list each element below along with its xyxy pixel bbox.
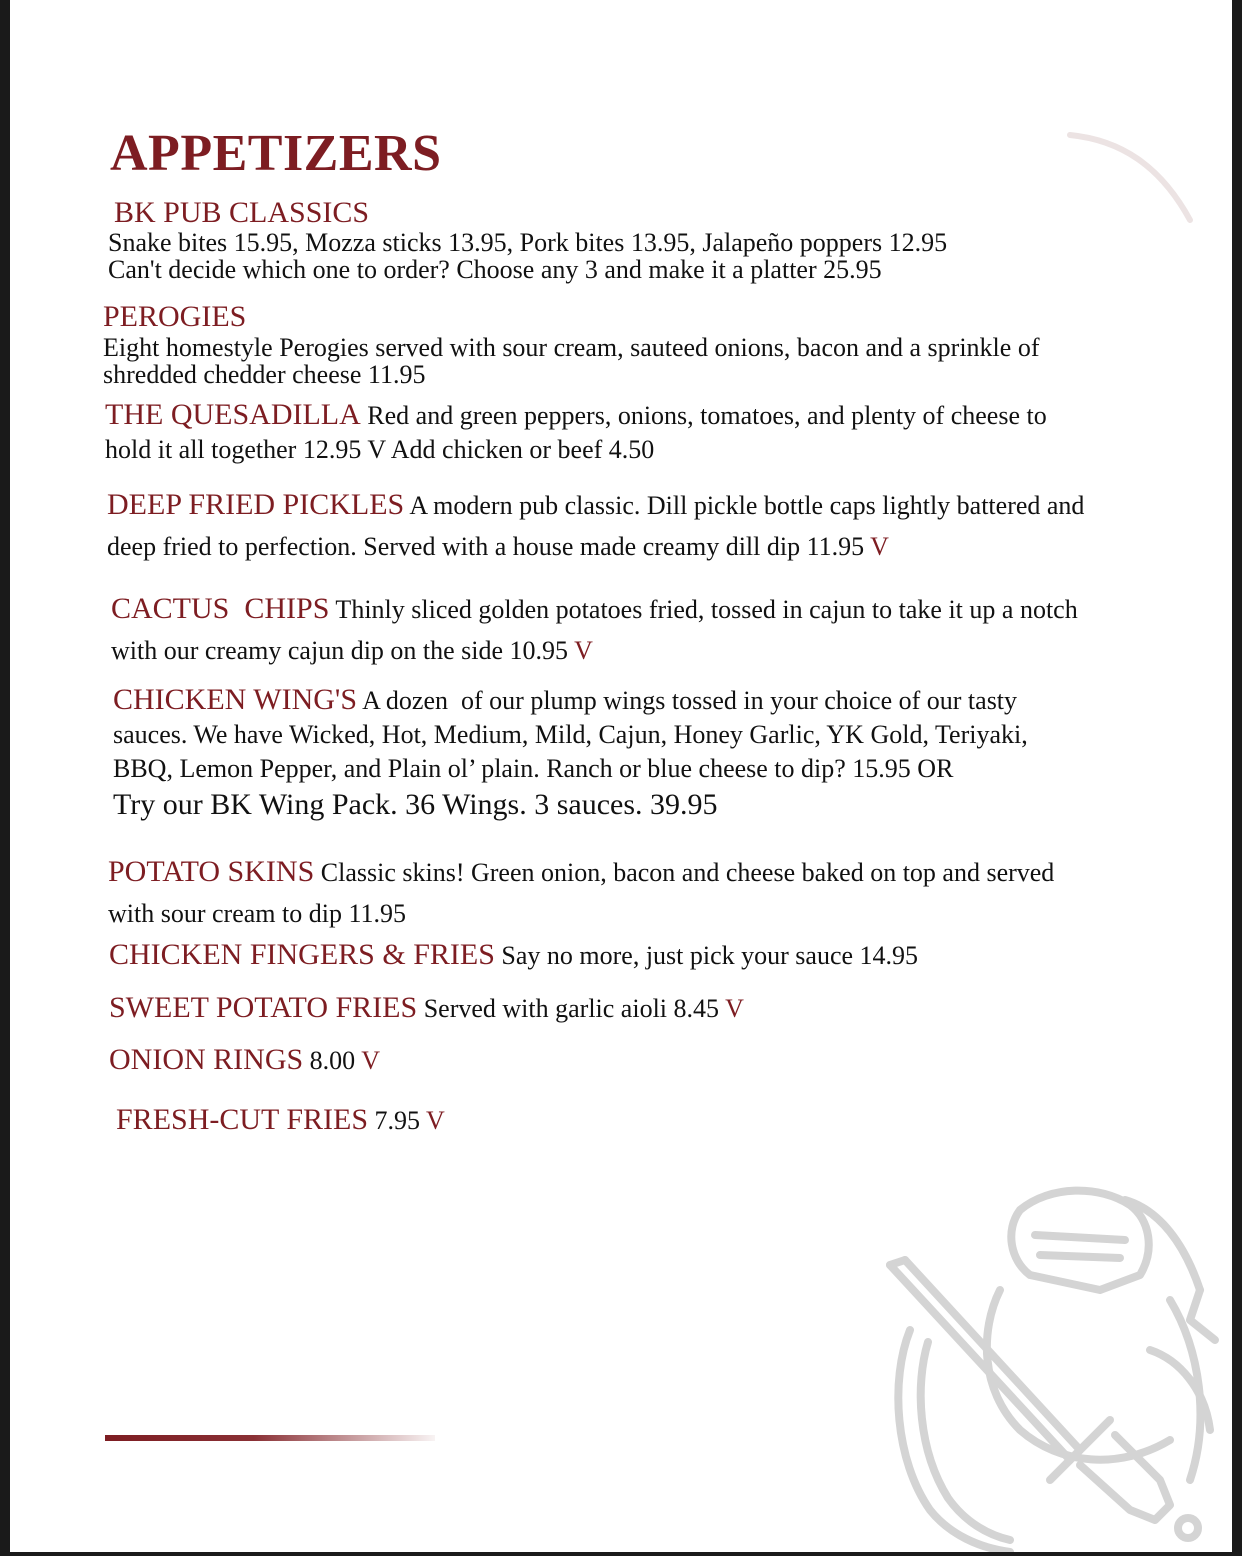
- item-description: Served with garlic aioli 8.45: [417, 994, 726, 1023]
- menu-item-potato-skins: [108, 851, 1054, 934]
- vegetarian-mark: V: [361, 1046, 380, 1075]
- vegetarian-mark: V: [870, 532, 889, 561]
- item-name: SWEET POTATO FRIES: [109, 991, 418, 1024]
- item-name: DEEP FRIED PICKLES: [107, 488, 405, 521]
- item-description: with sour cream to dip 11.95: [108, 899, 406, 928]
- menu-page: [10, 0, 1232, 1552]
- menu-item-deep-fried-pickles: [107, 484, 1084, 567]
- page-title: APPETIZERS: [110, 125, 442, 182]
- item-name: CHICKEN WING'S: [113, 683, 358, 716]
- item-name: ONION RINGS: [109, 1043, 304, 1076]
- item-description: 8.00: [303, 1046, 362, 1075]
- item-name: THE QUESADILLA: [105, 398, 361, 431]
- menu-item-chicken-fingers: [109, 937, 918, 974]
- menu-item-chicken-wings: [113, 683, 1028, 824]
- item-description: Red and green peppers, onions, tomatoes, and plenty of cheese to: [360, 401, 1047, 430]
- menu-item-perogies: [103, 300, 1039, 388]
- item-description: BBQ, Lemon Pepper, and Plain ol’ plain. Ranch or blue cheese to dip? 15.95 OR: [113, 754, 954, 783]
- item-description: shredded chedder cheese 11.95: [103, 360, 426, 389]
- menu-item-sweet-potato-fries: [109, 990, 744, 1027]
- item-description: deep fried to perfection. Served with a house made creamy dill dip 11.95: [107, 532, 871, 561]
- item-description: Try our BK Wing Pack. 36 Wings. 3 sauces. 39.95: [113, 788, 718, 821]
- item-name: FRESH-CUT FRIES: [116, 1103, 369, 1136]
- vegetarian-mark: V: [725, 994, 744, 1023]
- item-description: with our creamy cajun dip on the side 10.95: [111, 636, 575, 665]
- menu-item-fresh-cut-fries: [116, 1102, 445, 1139]
- menu-item-quesadilla: [105, 398, 1047, 467]
- item-name: POTATO SKINS: [108, 855, 315, 888]
- knight-watermark-icon: [870, 1180, 1232, 1552]
- item-name: BK PUB CLASSICS: [114, 196, 370, 229]
- item-name: CACTUS CHIPS: [111, 592, 330, 625]
- menu-item-onion-rings: [109, 1042, 380, 1079]
- item-description: Thinly sliced golden potatoes fried, tossed in cajun to take it up a notch: [329, 595, 1078, 624]
- item-name: PEROGIES: [103, 300, 247, 333]
- item-description: Snake bites 15.95, Mozza sticks 13.95, Pork bites 13.95, Jalapeño poppers 12.95: [108, 228, 948, 257]
- item-description: Say no more, just pick your sauce 14.95: [494, 941, 919, 970]
- item-description: A modern pub classic. Dill pickle bottle caps lightly battered and: [404, 491, 1085, 520]
- item-description: Eight homestyle Perogies served with sour cream, sauteed onions, bacon and a sprinkle of: [103, 333, 1040, 362]
- item-description: sauces. We have Wicked, Hot, Medium, Mild, Cajun, Honey Garlic, YK Gold, Teriyaki,: [113, 720, 1028, 749]
- decorative-divider: [105, 1435, 435, 1441]
- item-description: A dozen of our plump wings tossed in your choice of our tasty: [357, 686, 1018, 715]
- item-description: 7.95: [368, 1106, 427, 1135]
- menu-item-cactus-chips: [111, 588, 1078, 671]
- item-description: Classic skins! Green onion, bacon and cheese baked on top and served: [314, 858, 1055, 887]
- vegetarian-mark: V: [574, 636, 593, 665]
- item-description: hold it all together 12.95 V Add chicken or beef 4.50: [105, 435, 655, 464]
- item-name: CHICKEN FINGERS & FRIES: [109, 938, 495, 971]
- item-description: Can't decide which one to order? Choose any 3 and make it a platter 25.95: [108, 255, 882, 284]
- vegetarian-mark: V: [426, 1106, 445, 1135]
- menu-item-bk-pub-classics: [108, 197, 947, 283]
- swoosh-decoration-icon: [1060, 120, 1200, 230]
